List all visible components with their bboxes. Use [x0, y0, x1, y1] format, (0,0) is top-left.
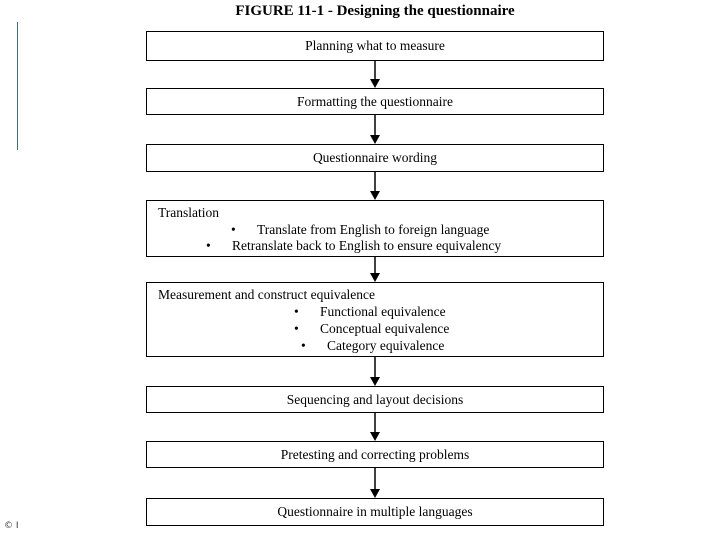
figure-title: FIGURE 11-1 - Designing the questionnaire — [235, 3, 515, 19]
bullet-icon: • — [231, 222, 236, 237]
step-translation-box — [146, 200, 604, 257]
step-planning-box — [146, 31, 604, 61]
step-multiple-languages-label: Questionnaire in multiple languages — [277, 504, 473, 519]
bullet-icon: • — [294, 321, 299, 336]
step-planning-label: Planning what to measure — [305, 38, 445, 53]
bullet-text: Conceptual equivalence — [320, 321, 450, 336]
bullet-item — [294, 304, 446, 320]
bullet-icon: • — [301, 338, 306, 353]
step-wording-label: Questionnaire wording — [312, 150, 438, 165]
step-formatting-label: Formatting the questionnaire — [297, 93, 453, 109]
bullet-text: Category equivalence — [327, 338, 445, 353]
bullet-text: Retranslate back to English to ensure equivalency — [232, 238, 502, 253]
bullet-item — [294, 321, 449, 337]
step-equivalence-label: Measurement and construct equivalence — [158, 287, 376, 302]
arrow-down-icon — [369, 468, 381, 498]
arrow-down-icon — [369, 172, 381, 200]
bullet-icon: • — [206, 238, 211, 253]
left-divider-line — [17, 22, 18, 150]
arrow-down-icon — [369, 413, 381, 441]
bullet-icon: • — [294, 304, 299, 319]
step-translation-label: Translation — [158, 205, 220, 220]
bullet-text: Translate from English to foreign language — [257, 222, 490, 237]
step-multiple-languages-box — [146, 498, 604, 526]
arrow-down-icon — [369, 115, 381, 144]
step-sequencing-box — [146, 386, 604, 413]
step-pretesting-box — [146, 441, 604, 468]
step-formatting-box — [146, 88, 604, 115]
bullet-item — [231, 222, 489, 238]
bullet-item — [206, 238, 501, 254]
step-equivalence-box — [146, 282, 604, 357]
step-pretesting-label: Pretesting and correcting problems — [280, 446, 470, 462]
step-wording-box — [146, 144, 604, 172]
step-sequencing-label: Sequencing and layout decisions — [286, 391, 464, 407]
arrow-down-icon — [369, 257, 381, 282]
arrow-down-icon — [369, 357, 381, 386]
bullet-text: Functional equivalence — [320, 304, 446, 319]
copyright-mark: © I — [4, 521, 19, 531]
bullet-item — [301, 338, 444, 354]
arrow-down-icon — [369, 61, 381, 88]
